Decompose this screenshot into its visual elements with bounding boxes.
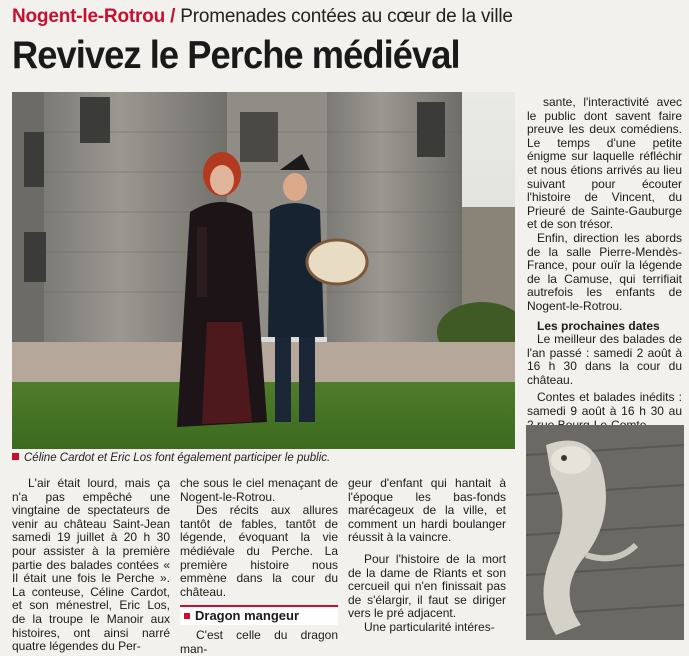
dates-heading: Les prochaines dates — [537, 318, 660, 333]
col3-paragraph-2: Pour l'histoire de la mort de la dame de Riants et son cercueil qui n'en finissait pas de s'élargir, il faut se diriger vers le pré adjacent. — [348, 551, 506, 621]
col2-paragraph-2: Des récits aux allures tantôt de fables, tantôt de légende, évoquant la vie médiévale du Perche. La première histoire nous emmène dans la cour du château. — [180, 503, 338, 599]
article-column-2 — [180, 477, 338, 656]
photo-caption — [12, 452, 512, 470]
subheading-text: Dragon mangeur — [195, 608, 300, 624]
gargoyle-photo — [526, 425, 684, 640]
gargoyle-carving-illustration — [526, 425, 684, 640]
article-kicker — [12, 6, 513, 28]
col4-paragraph-3: Le meilleur des balades de l'an passé : samedi 2 août à 16 h 30 dans la cour du château. — [527, 332, 682, 387]
col4-paragraph-1: sante, l'interactivité avec le public dont savent faire preuve les deux comédiens. Le temps d'une petite énigme sur laquelle réfléchir et nous étions arrivés au lieu suivant pour écouter l'histoire de Vincent, du Prieuré de Sainte-Gauburge et de son trésor. — [527, 95, 682, 232]
col2-paragraph-1: che sous le ciel menaçant de Nogent-le-Rotrou. — [180, 476, 338, 504]
article-column-3 — [348, 477, 506, 635]
col3-paragraph-3: Une particularité intéres- — [364, 619, 495, 634]
col2-paragraph-3: C'est celle du dragon man- — [180, 627, 338, 656]
article-photo — [12, 92, 515, 449]
kicker-subtitle: Promenades contées au cœur de la ville — [180, 6, 513, 27]
subheading-marker — [184, 613, 190, 619]
kicker-place: Nogent-le-Rotrou — [12, 6, 165, 27]
col3-paragraph-1: geur d'enfant qui hantait à l'époque les bas-fonds marécageux de la ville, et comment un hardi boulanger réussit à la vaincre. — [348, 476, 506, 545]
col4-paragraph-4: Contes et balades inédits : samedi 9 août à 16 h 30 au — [527, 390, 682, 419]
article-headline: Revivez le Perche médiéval — [12, 34, 460, 77]
article-column-4 — [527, 96, 682, 432]
col1-paragraph-1: L'air était lourd, mais ça n'a pas empêché une vingtaine de spectateurs de venir au château Saint-Jean samedi 19 juillet à 20 h 30 pour assister à la première partie des balades contées « Il était une fois le Perche ». La conteuse, Céline Cardot, et son ménestrel, Eric Los, de la troupe le Manoir aux histoires, ont ainsi narré quatre légendes du Per- — [12, 476, 170, 654]
castle-storytellers-illustration — [12, 92, 515, 449]
caption-marker — [12, 453, 19, 460]
article-column-1 — [12, 477, 170, 654]
kicker-separator: / — [170, 6, 176, 27]
caption-text: Céline Cardot et Eric Los font également participer le public. — [24, 452, 331, 464]
subheading-box — [180, 605, 338, 625]
col4-paragraph-2: Enfin, direction les abords de la salle Pierre-Mendès-France, pour ouïr la légende de la Camuse, qui terrifiait autrefois les enfants de Nogent-le-Rotrou. — [527, 230, 682, 313]
